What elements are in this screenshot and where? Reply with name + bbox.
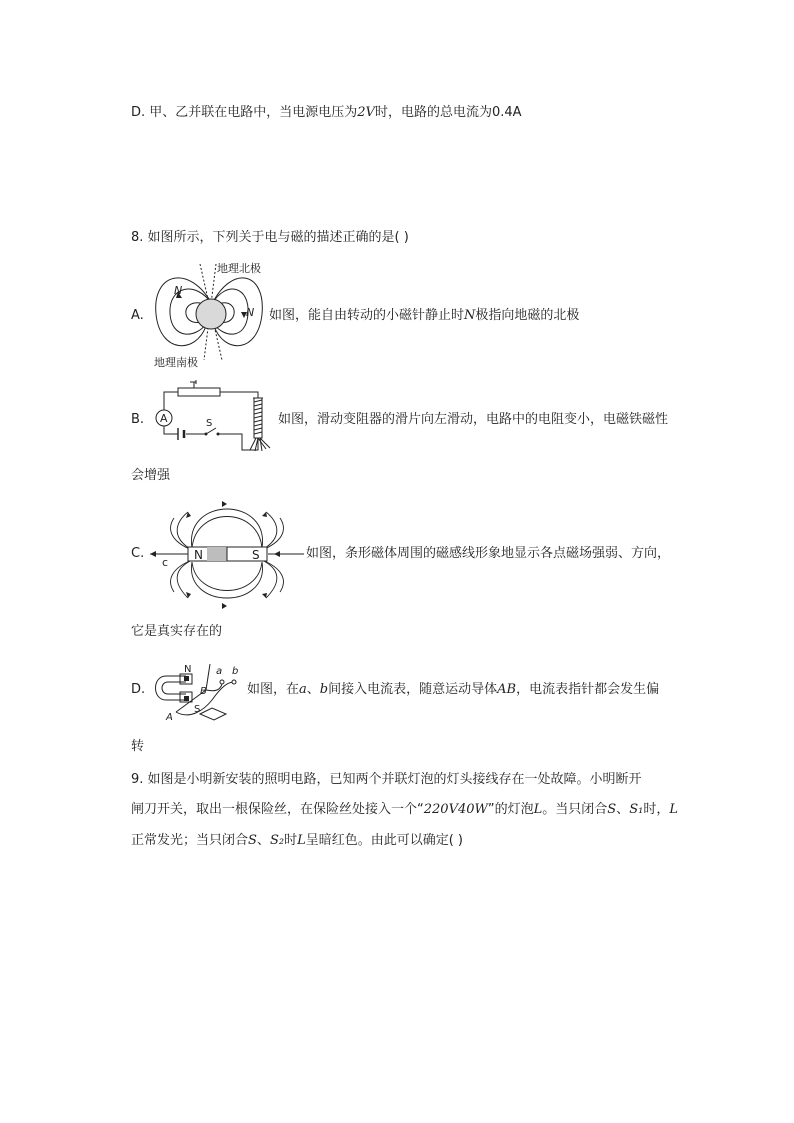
q8-d-a: a	[299, 682, 307, 697]
q9-line3	[131, 831, 463, 851]
q9-bulb-l-2: L	[669, 802, 678, 817]
q9-switch-s2: S₂	[269, 833, 285, 848]
fig-a-n-left: N	[174, 284, 183, 297]
fig-a-south-label: 地理南极	[154, 356, 198, 368]
q9-line2-end: 时，	[643, 802, 670, 817]
q7-d-current: 0.4A	[491, 105, 522, 120]
q7-d-voltage: 2V	[357, 105, 375, 120]
q8-d-text2: 转	[131, 739, 145, 754]
q8-c-text1: 如图，条形磁体周围的磁感线形象地显示各点磁场强弱、方向，	[306, 546, 671, 561]
q7-d-pre: D. 甲、乙并联在电路中，当电源电压为	[131, 105, 358, 120]
q8-stem: 8. 如图所示，下列关于电与磁的描述正确的是( )	[131, 230, 409, 245]
q9-switch-s-2: S	[248, 833, 257, 848]
q9-line3-mid: 时	[284, 833, 298, 848]
fig-a-north-label: 地理北极	[217, 262, 261, 275]
fig-d-s-label: S	[194, 704, 201, 715]
fig-d-n-label: N	[184, 664, 192, 675]
q8-a-label: A.	[131, 308, 144, 323]
q8-d-label: D.	[131, 682, 146, 697]
fig-d-a-label: a	[216, 666, 223, 677]
q8-b-text1: 如图，滑动变阻器的滑片向左滑动，电路中的电阻变小，电磁铁磁性	[278, 412, 669, 427]
q9-switch-s: S	[607, 802, 617, 817]
q8-d-post: ，电流表指针都会发生偏	[516, 682, 660, 697]
bar-magnet-field-figure	[148, 496, 306, 610]
q8-a-n: N	[464, 308, 476, 323]
q9-line2-mid: ”的灯泡	[487, 802, 534, 817]
q7-option-d	[131, 103, 522, 123]
q8-d-b: b	[319, 682, 329, 697]
q9-line1: 9. 如图是小明新安装的照明电路，已知两个并联灯泡的灯头接线存在一处故障。小明断开	[131, 772, 642, 787]
fig-d-conductor-b: B	[200, 686, 207, 697]
earth-magnetic-field-figure	[150, 258, 268, 368]
q9-comma-2: 、	[256, 833, 270, 848]
q9-bulb-spec: 220V40W	[423, 802, 488, 817]
q9-bulb-l-3: L	[297, 833, 306, 848]
q8-d-mid: 间接入电流表，随意运动导体	[328, 682, 498, 697]
fig-d-b-label: b	[232, 666, 239, 677]
q8-d-ab: AB	[497, 682, 517, 697]
fig-b-ammeter-label: A	[160, 412, 168, 425]
fig-c-n-label: N	[194, 548, 203, 562]
q8-d-sep: 、	[306, 682, 320, 697]
q9-line3-post: 呈暗红色。由此可以确定( )	[305, 833, 463, 848]
q9-switch-s1: S₁	[629, 802, 644, 817]
q8-a-text	[269, 306, 579, 326]
q9-line2-post: 。当只闭合	[542, 802, 608, 817]
q9-line3-pre: 正常发光；当只闭合	[131, 833, 249, 848]
q8-a-pre: 如图，能自由转动的小磁针静止时	[269, 308, 465, 323]
fig-c-s-label: S	[252, 548, 260, 562]
q8-b-label: B.	[131, 412, 145, 427]
fig-d-conductor-a: A	[166, 712, 173, 723]
fig-c-c-label: c	[162, 556, 169, 569]
fig-b-switch-label: S	[206, 418, 213, 429]
electromagnetic-induction-figure	[150, 660, 248, 724]
q7-d-mid: 时，电路的总电流为	[374, 105, 492, 120]
electromagnet-circuit-figure	[150, 380, 275, 454]
q8-d-pre: 如图，在	[247, 682, 300, 697]
q9-bulb-l: L	[533, 802, 543, 817]
q9-line2	[131, 800, 678, 820]
q8-c-label: C.	[131, 546, 145, 561]
q9-line2-pre: 闸刀开关，取出一根保险丝，在保险丝处接入一个“	[131, 802, 424, 817]
q9-comma: 、	[616, 802, 630, 817]
q8-d-text1	[247, 680, 659, 700]
q8-b-text2: 会增强	[131, 468, 171, 483]
q8-c-text2: 它是真实存在的	[131, 624, 223, 639]
fig-a-n-right: N	[246, 306, 255, 319]
q8-a-post: 极指向地磁的北极	[475, 308, 580, 323]
